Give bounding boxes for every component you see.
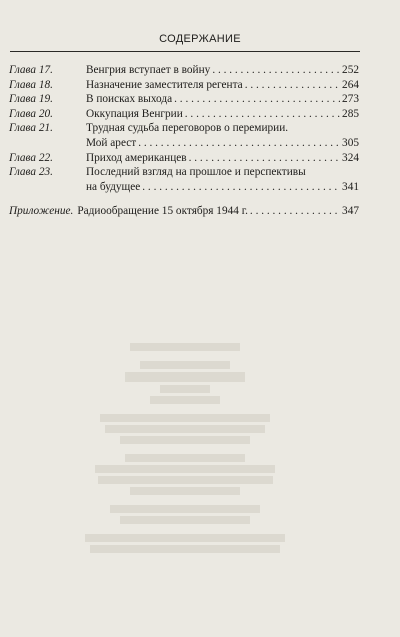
chapter-title: Назначение заместителя регента [86,78,243,91]
dot-leader [142,180,340,195]
chapter-label: Глава 18. [9,78,53,91]
chapter-title: Оккупация Венгрии [86,107,183,120]
table-of-contents [9,63,359,219]
page-number: 252 [342,64,359,76]
header-rule [10,51,360,52]
page-header: СОДЕРЖАНИЕ [159,33,241,45]
toc-entry-appendix [9,204,359,219]
chapter-title-line2: на будущее [86,180,141,193]
dot-leader [138,136,340,151]
dot-leader [174,92,340,107]
ghost-line [90,545,280,553]
ghost-line [120,436,250,444]
ghost-line [110,505,260,513]
toc-entry-18 [9,78,359,93]
ghost-line [100,414,270,422]
ghost-line [125,454,245,462]
chapter-title: Приход американцев [86,151,187,164]
dot-leader [250,204,340,219]
page-number: 341 [342,180,359,193]
ghost-line [130,487,240,495]
chapter-title: В поисках выхода [86,93,173,106]
chapter-title-line1: Трудная судьба переговоров о перемирии. [86,122,289,135]
toc-entry-19 [9,92,359,107]
dot-leader [245,78,340,93]
appendix-label: Приложение. [9,205,74,218]
page-number: 264 [342,78,359,91]
page-number: 273 [342,93,359,106]
ghost-line [98,476,273,484]
chapter-label: Глава 21. [9,122,53,135]
chapter-label: Глава 17. [9,64,53,76]
dot-leader [185,107,340,122]
chapter-label: Глава 19. [9,93,53,106]
ghost-line [140,361,230,369]
page-number: 347 [342,205,359,218]
toc-entry-21 [9,121,359,150]
ghost-line [160,385,210,393]
ghost-line [120,516,250,524]
ghost-line [95,465,275,473]
toc-entry-20 [9,107,359,122]
page-number: 285 [342,107,359,120]
page-number: 324 [342,151,359,164]
toc-entry-23 [9,165,359,194]
bleed-through-text [60,340,310,556]
chapter-label: Глава 22. [9,151,53,164]
appendix-title: Радиообращение 15 октября 1944 г. [77,205,248,218]
page-number: 305 [342,136,359,149]
toc-entry-22 [9,151,359,166]
chapter-label: Глава 23. [9,166,53,179]
ghost-line [85,534,285,542]
chapter-title-line1: Последний взгляд на прошлое и перспективы [86,166,306,179]
dot-leader [189,151,340,166]
spacer [9,194,359,204]
toc-entry-17 [9,63,359,78]
ghost-line [105,425,265,433]
chapter-label: Глава 20. [9,107,53,120]
ghost-line [150,396,220,404]
dot-leader [212,63,340,78]
ghost-line [125,372,245,382]
chapter-title: Венгрия вступает в войну [86,64,211,76]
ghost-line [130,343,240,351]
chapter-title-line2: Мой арест [86,136,137,149]
